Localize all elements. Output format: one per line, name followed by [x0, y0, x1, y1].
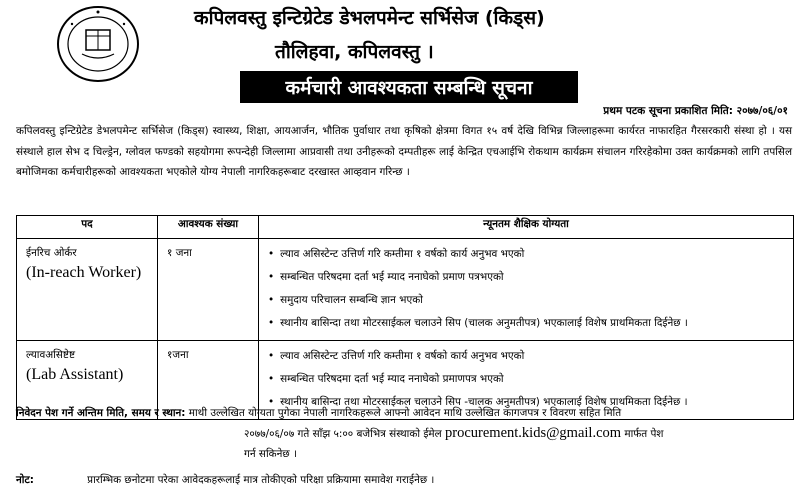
list-item: • समुदाय परिचालन सम्बन्धि ज्ञान भएको — [268, 294, 423, 306]
qualification-list — [260, 240, 792, 339]
deadline-text-1: माथी उल्लेखित योग्यता पुगेका नेपाली नागरिकहरूले आफ्नो आवेदन माथि उल्लेखित कागजपत्र र विवरण सहित मिति — [188, 407, 622, 419]
bullet-icon: • — [268, 373, 275, 385]
header-qualification: न्यूनतम शैक्षिक योग्यता — [259, 216, 794, 239]
note-text: प्रारम्भिक छनोटमा परेका आवेदकहरूलाई मात्र तोकीएको परिक्षा प्रक्रियामा समावेश गराईनेछ । — [87, 474, 435, 486]
bullet-icon: • — [268, 317, 275, 329]
publication-date: प्रथम पटक सूचना प्रकाशित मिति: २०७७/०६/०१ — [603, 105, 788, 117]
post-cell — [17, 239, 158, 341]
table-row — [17, 239, 794, 341]
email-address: procurement.kids@gmail.com — [445, 425, 622, 441]
required-count: १ जना — [167, 247, 192, 259]
required-count: १जना — [167, 349, 189, 361]
bullet-icon: • — [268, 248, 275, 260]
bullet-icon: • — [268, 294, 275, 306]
qualification-cell — [259, 239, 794, 341]
list-item: • सम्बन्धित परिषदमा दर्ता भई म्याद ननाघेको प्रमाणपत्र भएको — [268, 373, 504, 385]
header-count: आवश्यक संख्या — [158, 216, 259, 239]
bullet-icon: • — [268, 271, 275, 283]
notice-title: कर्मचारी आवश्यकता सम्बन्धि सूचना — [240, 71, 578, 103]
note-label: नोट: — [16, 474, 34, 486]
intro-paragraph: कपिलवस्तु इन्टिग्रेटेड डेभलपमेन्ट सर्भिसेज (किड्स) स्वास्थ्य, शिक्षा, आयआर्जन, भौतिक पुर्वाधार तथा कृषिको क्षेत्रमा विगत १५ वर्ष देखि विभिन्न जिल्लाहरूमा कार्यरत नाफारहित गैरसरकारी संस्था हो । यस संस्थाले हाल सेभ द चिल्ड्रेन, ग्लोवल फण्डको सहयोगमा रूपन्देही जिल्लामा आप्रवासी तथा उनीहरूको दम्पतीहरू लाई केन्द्रित एचआईभि रोकथाम कार्यक्रम संचालन गरिरहेकोमा उक्त कार्यक्रमको लागि तपसिल बमोजिमका कर्मचारीहरूको आवश्यकता भएकोले योग्य नेपाली नागरिकहरूबाट दरखास्त आव्हवान गरिन्छ । — [16, 125, 792, 178]
list-item: • ल्याव असिस्टेन्ट उत्तिर्ण गरि कम्तीमा १ वर्षको कार्य अनुभव भएको — [268, 248, 525, 260]
deadline-text-3: मार्फत पेश — [624, 428, 664, 440]
bullet-icon: • — [268, 350, 275, 362]
post-name-en: (Lab Assistant) — [26, 366, 124, 383]
count-cell — [158, 239, 259, 341]
requirements-table — [16, 215, 794, 420]
note-paragraph — [16, 470, 794, 490]
deadline-text-4: गर्न सकिनेछ । — [244, 448, 297, 460]
deadline-text-2: २०७७/०६/०७ गते साँझ ५:०० बजेभित्र संस्थाको ईमेल — [244, 428, 442, 440]
header-post: पद — [17, 216, 158, 239]
table-header-row — [17, 216, 794, 239]
list-item: • ल्याव असिस्टेन्ट उत्तिर्ण गरि कम्तीमा १ वर्षको कार्य अनुभव भएको — [268, 350, 525, 362]
organization-address: तौलिहवा, कपिलवस्तु । — [275, 41, 434, 63]
organization-name: कपिलवस्तु इन्टिग्रेटेड डेभलपमेन्ट सर्भिसेज (किड्स) — [194, 7, 545, 29]
deadline-indent — [16, 448, 297, 460]
deadline-paragraph — [16, 403, 794, 464]
post-name-np: ईनरिच ओर्कर — [26, 247, 77, 259]
organization-seal-icon — [52, 4, 144, 84]
bullet-icon: • — [268, 396, 275, 408]
post-name-en: (In-reach Worker) — [26, 264, 142, 281]
list-item: • स्थानीय बासिन्दा तथा मोटरसाईकल चलाउने सिप (चालक अनुमतीपत्र) भएकालाई विशेष प्राथमिकता दिईनेछ । — [268, 317, 688, 329]
post-name-np: ल्यावअसिष्टेष्ट — [26, 349, 76, 361]
deadline-label: निवेदन पेश गर्ने अन्तिम मिति, समय र स्थान: — [16, 407, 186, 419]
deadline-indent — [16, 425, 664, 441]
list-item: • सम्बन्धित परिषदमा दर्ता भई म्याद ननाघेको प्रमाण पत्रभएको — [268, 271, 504, 283]
list-item: • स्थानीय बासिन्दा तथा मोटरसाईकल चलाउने सिप -चालक अनुमतीपत्र) भएकालाई विशेष प्राथमिकता दिईनेछ । — [268, 396, 688, 408]
